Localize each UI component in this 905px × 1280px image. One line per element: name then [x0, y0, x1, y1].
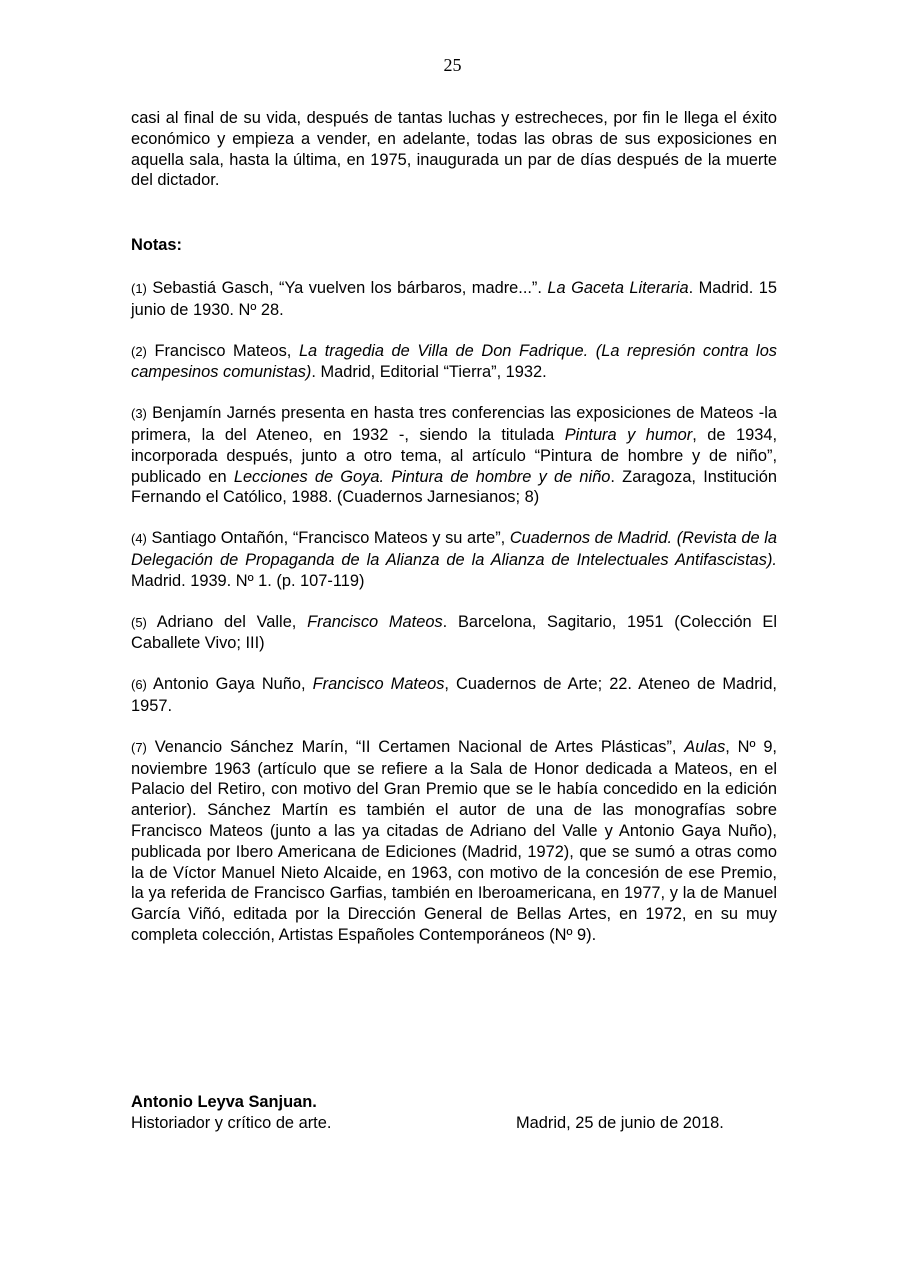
note-2: (2) Francisco Mateos, La tragedia de Villa de Don Fadrique. (La represión contra los campesinos comunistas). Madrid, Editorial “Tierra”, 1932.: [131, 341, 778, 382]
note-1: (1) Sebastiá Gasch, “Ya vuelven los bárbaros, madre...”. La Gaceta Literaria. Madrid. 15 junio de 1930. Nº 28.: [131, 278, 777, 319]
note-number: (6): [131, 677, 147, 693]
note-number: (2): [131, 343, 147, 359]
note-6: (6) Antonio Gaya Nuño, Francisco Mateos, Cuadernos de Arte; 22. Ateneo de Madrid, 1957.: [131, 675, 777, 715]
place-date: Madrid, 25 de junio de 2018.: [516, 1113, 724, 1132]
author-role: Historiador y crítico de arte.: [131, 1113, 332, 1132]
intro-paragraph: casi al final de su vida, después de tantas luchas y estrecheces, por fin le llega el éxito económico y empieza a vender, en adelante, todas las obras de sus exposiciones en aquella sala, hasta la última, en 1975, inaugurada un par de días después de la muerte del dictador.: [131, 109, 777, 190]
note-number: (4): [131, 531, 147, 547]
note-3: (3) Benjamín Jarnés presenta en hasta tres conferencias las exposiciones de Mateos -la primera, la del Ateneo, en 1932 -, siendo la titulada Pintura y humor, de 1934, incorporada después, junto a otro tema, al artículo “Pintura de hombre y de niño”, publicado en Lecciones de Goya. Pintura de hombre y de niño. Zaragoza, Institución Fernando el Católico, 1988. (Cuadernos Jarnesianos; 8): [131, 404, 777, 507]
note-number: (1): [131, 280, 147, 296]
note-5: (5) Adriano del Valle, Francisco Mateos. Barcelona, Sagitario, 1951 (Colección El Caballete Vivo; III): [131, 612, 777, 653]
author-name: Antonio Leyva Sanjuan.: [131, 1093, 317, 1111]
signature-block: [131, 1092, 777, 1134]
note-number: (5): [131, 614, 147, 630]
notes-heading: Notas:: [131, 236, 182, 255]
note-7: (7) Venancio Sánchez Marín, “II Certamen Nacional de Artes Plásticas”, Aulas, Nº 9, noviembre 1963 (artículo que se refiere a la Sala de Honor dedicada a Mateos, en el Palacio del Retiro, con motivo del Gran Premio que se le había concedido en la edición anterior). Sánchez Martín es también el autor de una de las monografías sobre Francisco Mateos (junto a las ya citadas de Adriano del Valle y Antonio Gaya Nuño), publicada por Ibero Americana de Ediciones (Madrid, 1972), que se sumó a otras como la de Víctor Manuel Nieto Alcaide, en 1963, con motivo de la concesión de ese Premio, la ya referida de Francisco Garfias, también en Iberoamericana, en 1977, y la de Manuel García Viñó, editada por la Dirección General de Bellas Artes, en 1972, en su muy completa colección, Artistas Españoles Contemporáneos (Nº 9).: [131, 737, 777, 944]
note-4: (4) Santiago Ontañón, “Francisco Mateos y su arte”, Cuadernos de Madrid. (Revista de la Delegación de Propaganda de la Alianza de la Alianza de Intelectuales Antifascistas). Madrid. 1939. Nº 1. (p. 107-119): [131, 529, 777, 590]
note-number: (3): [131, 406, 147, 422]
page-number: 25: [443, 55, 462, 75]
document-body: [131, 108, 777, 966]
note-number: (7): [131, 739, 147, 755]
signature-row: [131, 1113, 777, 1134]
